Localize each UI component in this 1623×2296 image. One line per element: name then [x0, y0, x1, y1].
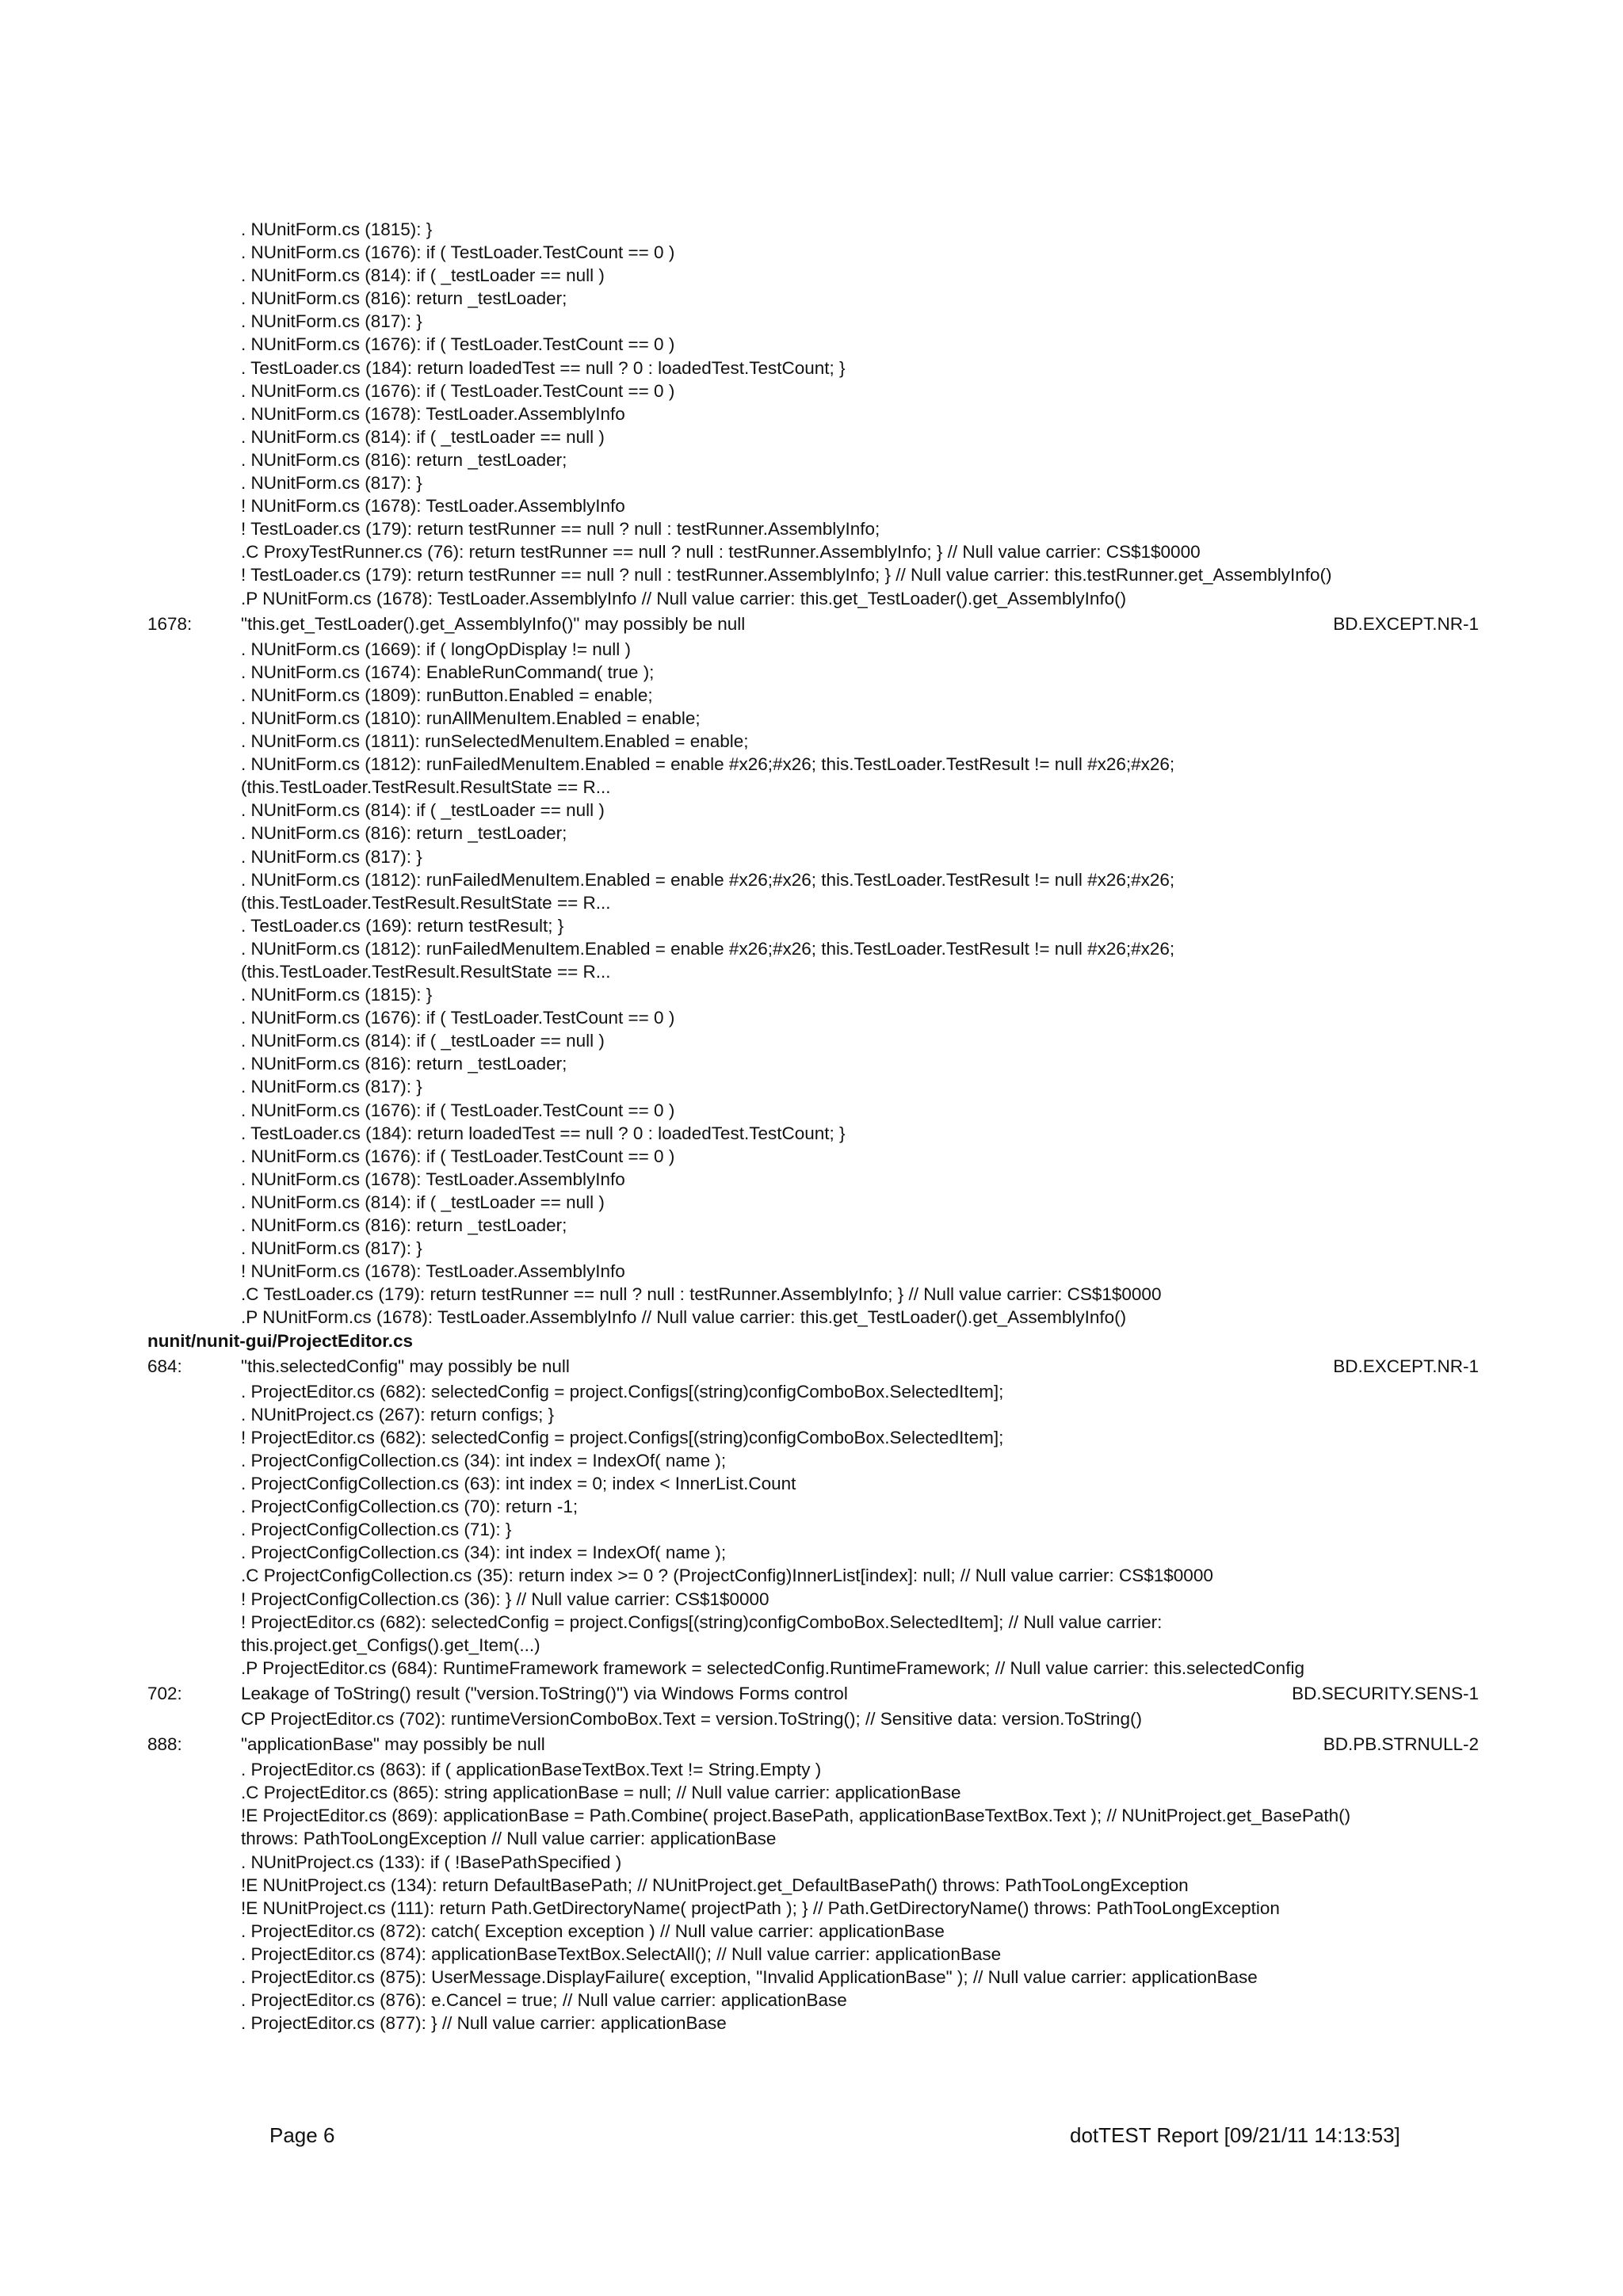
finding-rule-id: BD.PB.STRNULL-2 [1323, 1734, 1479, 1755]
finding-rule-id: BD.EXCEPT.NR-1 [1333, 613, 1479, 634]
trace-line: . NUnitForm.cs (816): return _testLoader; [241, 1054, 567, 1074]
trace-line: .C ProxyTestRunner.cs (76): return testRunner == null ? null : testRunner.AssemblyInfo; } // Null value carrier: CS$1$0000 [241, 542, 1201, 563]
trace-line: .P NUnitForm.cs (1678): TestLoader.AssemblyInfo // Null value carrier: this.get_TestLoader().get_AssemblyInfo() [241, 1307, 1127, 1328]
trace-line: . NUnitForm.cs (1812): runFailedMenuItem.Enabled = enable #x26;#x26; this.TestLoader.TestResult != null #x26;#x26; [241, 938, 1175, 959]
trace-line: . ProjectEditor.cs (863): if ( applicationBaseTextBox.Text != String.Empty ) [241, 1760, 822, 1780]
trace-line: . NUnitForm.cs (1676): if ( TestLoader.TestCount == 0 ) [241, 1146, 675, 1166]
trace-line: . ProjectConfigCollection.cs (34): int index = IndexOf( name ); [241, 1450, 727, 1470]
finding-line-number: 702: [147, 1683, 182, 1703]
trace-line: . ProjectConfigCollection.cs (71): } [241, 1520, 512, 1540]
trace-line: . NUnitForm.cs (1678): TestLoader.AssemblyInfo [241, 403, 625, 424]
trace-line: ! ProjectEditor.cs (682): selectedConfig = project.Configs[(string)configComboBox.SelectedItem]; [241, 1427, 1004, 1447]
trace-line: !E ProjectEditor.cs (869): applicationBase = Path.Combine( project.BasePath, applicationBaseTextBox.Text ); // NUnitProject.get_BasePath() [241, 1806, 1351, 1826]
trace-line: . NUnitForm.cs (1811): runSelectedMenuItem.Enabled = enable; [241, 731, 749, 752]
trace-line: . NUnitForm.cs (817): } [241, 473, 422, 494]
trace-line: . NUnitForm.cs (1669): if ( longOpDisplay != null ) [241, 639, 632, 659]
trace-line: . NUnitForm.cs (1676): if ( TestLoader.TestCount == 0 ) [241, 334, 675, 355]
trace-line: . TestLoader.cs (169): return testResult; } [241, 915, 564, 936]
finding-rule-id: BD.SECURITY.SENS-1 [1292, 1683, 1479, 1703]
trace-line: (this.TestLoader.TestResult.ResultState == R... [241, 892, 611, 913]
trace-line: (this.TestLoader.TestResult.ResultState == R... [241, 777, 611, 798]
finding-message: "this.get_TestLoader().get_AssemblyInfo()" may possibly be null [241, 613, 746, 634]
trace-line: ! ProjectConfigCollection.cs (36): } // Null value carrier: CS$1$0000 [241, 1589, 769, 1609]
trace-line: . NUnitForm.cs (1810): runAllMenuItem.Enabled = enable; [241, 707, 701, 728]
trace-line: !E NUnitProject.cs (111): return Path.GetDirectoryName( projectPath ); } // Path.GetDirectoryName() throws: PathTooLongException [241, 1897, 1280, 1918]
trace-line: . NUnitForm.cs (1678): TestLoader.AssemblyInfo [241, 1169, 625, 1189]
trace-line: . ProjectEditor.cs (682): selectedConfig = project.Configs[(string)configComboBox.SelectedItem]; [241, 1381, 1004, 1402]
page-number: Page 6 [269, 2123, 335, 2147]
trace-line: (this.TestLoader.TestResult.ResultState == R... [241, 962, 611, 982]
finding-line-number: 1678: [147, 613, 193, 634]
report-body [147, 218, 1479, 2035]
trace-line: . NUnitForm.cs (1676): if ( TestLoader.TestCount == 0 ) [241, 1100, 675, 1120]
trace-line: throws: PathTooLongException // Null value carrier: applicationBase [241, 1829, 777, 1849]
trace-line: . NUnitForm.cs (814): if ( _testLoader == null ) [241, 1031, 605, 1051]
trace-line: .P ProjectEditor.cs (684): RuntimeFramework framework = selectedConfig.RuntimeFramework; // Null value carrier: this.selectedConfig [241, 1657, 1304, 1678]
trace-line: ! ProjectEditor.cs (682): selectedConfig = project.Configs[(string)configComboBox.SelectedItem]; // Null value carrier: [241, 1611, 1163, 1632]
trace-line: . ProjectEditor.cs (872): catch( Exception exception ) // Null value carrier: applicationBase [241, 1920, 945, 1941]
trace-line: .C ProjectEditor.cs (865): string applicationBase = null; // Null value carrier: applicationBase [241, 1783, 961, 1803]
trace-line: . ProjectEditor.cs (875): UserMessage.DisplayFailure( exception, "Invalid ApplicationBase" ); // Null value carrier: applicationBase [241, 1967, 1258, 1988]
report-title-timestamp: dotTEST Report [09/21/11 14:13:53] [1070, 2123, 1400, 2147]
trace-line: . ProjectEditor.cs (874): applicationBaseTextBox.SelectAll(); // Null value carrier: applicationBase [241, 1943, 1002, 1964]
trace-line: this.project.get_Configs().get_Item(...) [241, 1634, 540, 1655]
finding-message: "this.selectedConfig" may possibly be null [241, 1356, 570, 1376]
trace-line: . NUnitForm.cs (1815): } [241, 219, 433, 239]
finding-row [147, 1733, 1479, 1756]
finding-row [147, 612, 1479, 635]
trace-line: . NUnitForm.cs (1812): runFailedMenuItem.Enabled = enable #x26;#x26; this.TestLoader.TestResult != null #x26;#x26; [241, 869, 1175, 890]
finding-message: Leakage of ToString() result ("version.ToString()") via Windows Forms control [241, 1683, 848, 1703]
finding-line-number: 888: [147, 1734, 182, 1755]
trace-line: . ProjectConfigCollection.cs (63): int index = 0; index < InnerList.Count [241, 1474, 796, 1494]
finding-rule-id: BD.EXCEPT.NR-1 [1333, 1356, 1479, 1376]
trace-line: . NUnitForm.cs (817): } [241, 1077, 422, 1097]
trace-line: . NUnitForm.cs (1676): if ( TestLoader.TestCount == 0 ) [241, 242, 675, 263]
trace-line: ! TestLoader.cs (179): return testRunner == null ? null : testRunner.AssemblyInfo; } // Null value carrier: this.testRunner.get_AssemblyInfo() [241, 565, 1332, 585]
trace-line: .C TestLoader.cs (179): return testRunner == null ? null : testRunner.AssemblyInfo; } // Null value carrier: CS$1$0000 [241, 1284, 1162, 1305]
trace-line: . NUnitForm.cs (817): } [241, 846, 422, 867]
trace-line: ! NUnitForm.cs (1678): TestLoader.AssemblyInfo [241, 496, 625, 517]
trace-line: . NUnitForm.cs (1815): } [241, 985, 433, 1005]
trace-line: ! TestLoader.cs (179): return testRunner == null ? null : testRunner.AssemblyInfo; [241, 519, 880, 540]
trace-line: . NUnitForm.cs (814): if ( _testLoader == null ) [241, 800, 605, 821]
trace-line: . NUnitForm.cs (814): if ( _testLoader == null ) [241, 426, 605, 447]
trace-line: . ProjectEditor.cs (877): } // Null value carrier: applicationBase [241, 2013, 727, 2034]
trace-line: . NUnitForm.cs (1674): EnableRunCommand( true ); [241, 662, 655, 682]
trace-line: . NUnitForm.cs (816): return _testLoader; [241, 1215, 567, 1236]
trace-line: ! NUnitForm.cs (1678): TestLoader.AssemblyInfo [241, 1261, 625, 1282]
trace-line: . NUnitForm.cs (814): if ( _testLoader == null ) [241, 1192, 605, 1212]
trace-line: . ProjectConfigCollection.cs (70): return -1; [241, 1497, 579, 1517]
trace-line: . NUnitForm.cs (1809): runButton.Enabled = enable; [241, 685, 653, 705]
trace-line: . TestLoader.cs (184): return loadedTest == null ? 0 : loadedTest.TestCount; } [241, 1123, 846, 1143]
trace-line: CP ProjectEditor.cs (702): runtimeVersionComboBox.Text = version.ToString(); // Sensitive data: version.ToString() [241, 1709, 1142, 1729]
trace-line: .P NUnitForm.cs (1678): TestLoader.AssemblyInfo // Null value carrier: this.get_TestLoader().get_AssemblyInfo() [241, 588, 1127, 608]
finding-row [147, 1682, 1479, 1705]
trace-line: . NUnitForm.cs (817): } [241, 311, 422, 332]
trace-line: . NUnitForm.cs (814): if ( _testLoader == null ) [241, 265, 605, 286]
trace-line: . NUnitForm.cs (1676): if ( TestLoader.TestCount == 0 ) [241, 380, 675, 401]
finding-message: "applicationBase" may possibly be null [241, 1734, 545, 1755]
finding-row [147, 1355, 1479, 1378]
trace-line: . NUnitProject.cs (133): if ( !BasePathSpecified ) [241, 1852, 622, 1872]
trace-line: . NUnitForm.cs (817): } [241, 1238, 422, 1259]
trace-line: . NUnitProject.cs (267): return configs; } [241, 1404, 555, 1425]
trace-line: . TestLoader.cs (184): return loadedTest == null ? 0 : loadedTest.TestCount; } [241, 357, 846, 378]
trace-line: . NUnitForm.cs (1676): if ( TestLoader.TestCount == 0 ) [241, 1008, 675, 1028]
file-heading: nunit/nunit-gui/ProjectEditor.cs [147, 1330, 413, 1351]
trace-line: . NUnitForm.cs (1812): runFailedMenuItem.Enabled = enable #x26;#x26; this.TestLoader.TestResult != null #x26;#x26; [241, 754, 1175, 775]
trace-line: !E NUnitProject.cs (134): return DefaultBasePath; // NUnitProject.get_DefaultBasePath() throws: PathTooLongException [241, 1875, 1189, 1895]
finding-line-number: 684: [147, 1356, 182, 1376]
trace-line: . ProjectEditor.cs (876): e.Cancel = true; // Null value carrier: applicationBase [241, 1990, 847, 2011]
trace-line: .C ProjectConfigCollection.cs (35): return index >= 0 ? (ProjectConfig)InnerList[index]: null; // Null value carrier: CS$1$0000 [241, 1566, 1213, 1586]
trace-line: . NUnitForm.cs (816): return _testLoader; [241, 449, 567, 470]
trace-line: . ProjectConfigCollection.cs (34): int index = IndexOf( name ); [241, 1543, 727, 1563]
trace-line: . NUnitForm.cs (816): return _testLoader; [241, 823, 567, 844]
trace-line: . NUnitForm.cs (816): return _testLoader; [241, 288, 567, 309]
